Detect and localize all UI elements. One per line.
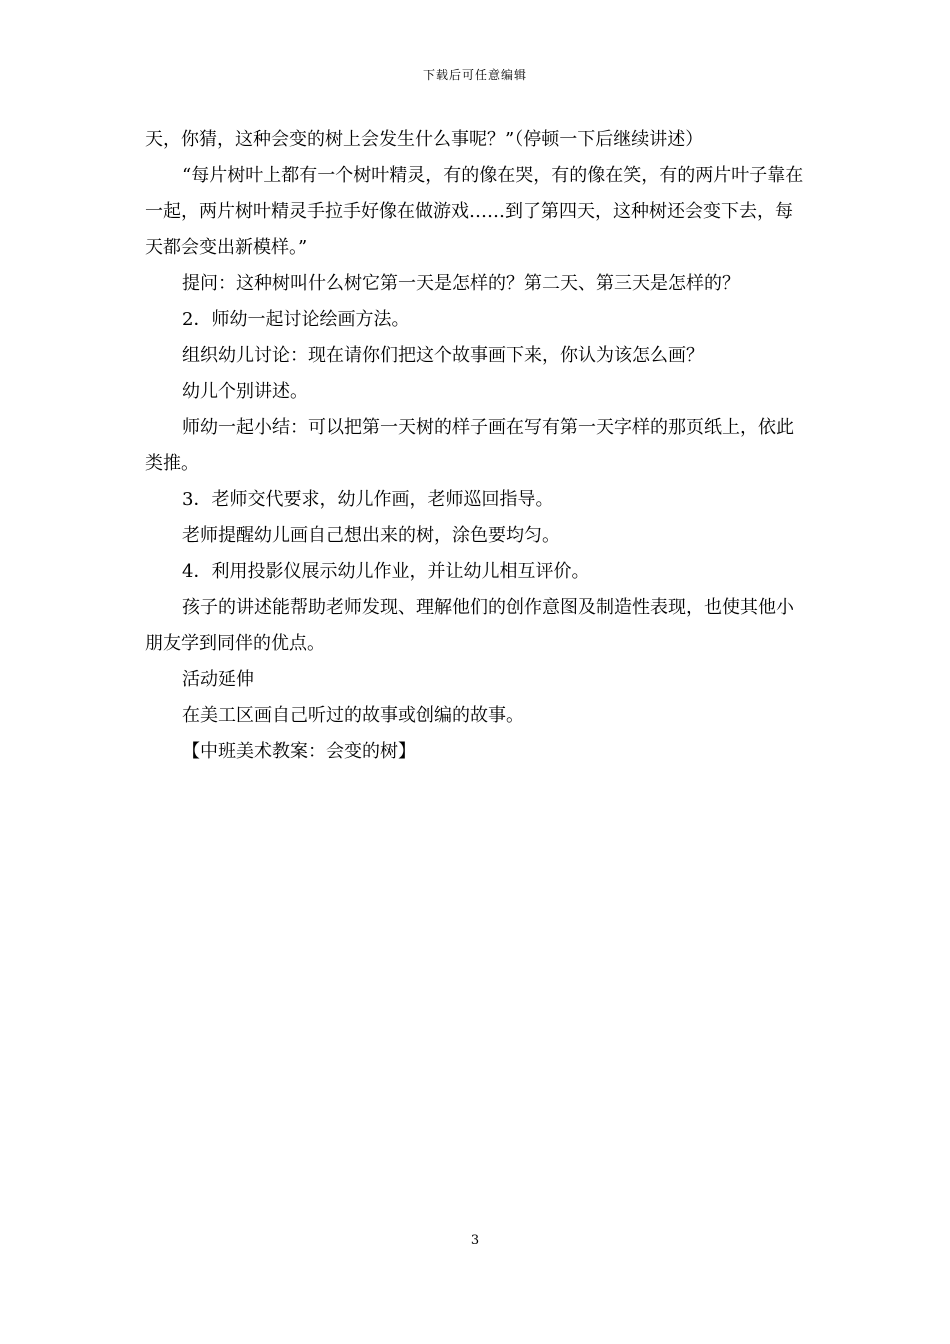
paragraph-summary: 师幼一起小结：可以把第一天树的样子画在写有第一天字样的那页纸上，依此类推。 bbox=[145, 417, 794, 474]
paragraph-question: 提问：这种树叫什么树它第一天是怎样的？第二天、第三天是怎样的？ bbox=[182, 273, 740, 294]
paragraph-step-3: 3．老师交代要求，幼儿作画，老师巡回指导。 bbox=[182, 489, 554, 510]
page-header: 下载后可任意编辑 bbox=[422, 68, 527, 82]
paragraph-individual-talk: 幼儿个别讲述。 bbox=[182, 381, 308, 402]
paragraph-reflection: 孩子的讲述能帮助老师发现、理解他们的创作意图及制造性表现，也使其他小朋友学到同伴的优点。 bbox=[145, 597, 794, 654]
paragraph-continuation: 天，你猜，这种会变的树上会发生什么事呢？”（停顿一下后继续讲述） bbox=[145, 129, 704, 150]
paragraph-discussion: 组织幼儿讨论：现在请你们把这个故事画下来，你认为该怎么画？ bbox=[182, 345, 704, 366]
paragraph-step-4: 4．利用投影仪展示幼儿作业，并让幼儿相互评价。 bbox=[182, 561, 590, 582]
paragraph-reminder: 老师提醒幼儿画自己想出来的树，涂色要均匀。 bbox=[182, 525, 560, 546]
document-body bbox=[145, 122, 810, 770]
paragraph-extension-heading: 活动延伸 bbox=[182, 669, 254, 690]
paragraph-extension: 在美工区画自己听过的故事或创编的故事。 bbox=[182, 705, 524, 726]
paragraph-step-2: 2．师幼一起讨论绘画方法。 bbox=[182, 309, 410, 330]
paragraph-story-quote: “每片树叶上都有一个树叶精灵，有的像在哭，有的像在笑，有的两片叶子靠在一起，两片树叶精灵手拉手好像在做游戏……到了第四天，这种树还会变下去，每天都会变出新模样。” bbox=[145, 165, 804, 258]
page-number: 3 bbox=[470, 1233, 480, 1248]
paragraph-title-bracket: 【中班美术教案：会变的树】 bbox=[182, 741, 416, 762]
